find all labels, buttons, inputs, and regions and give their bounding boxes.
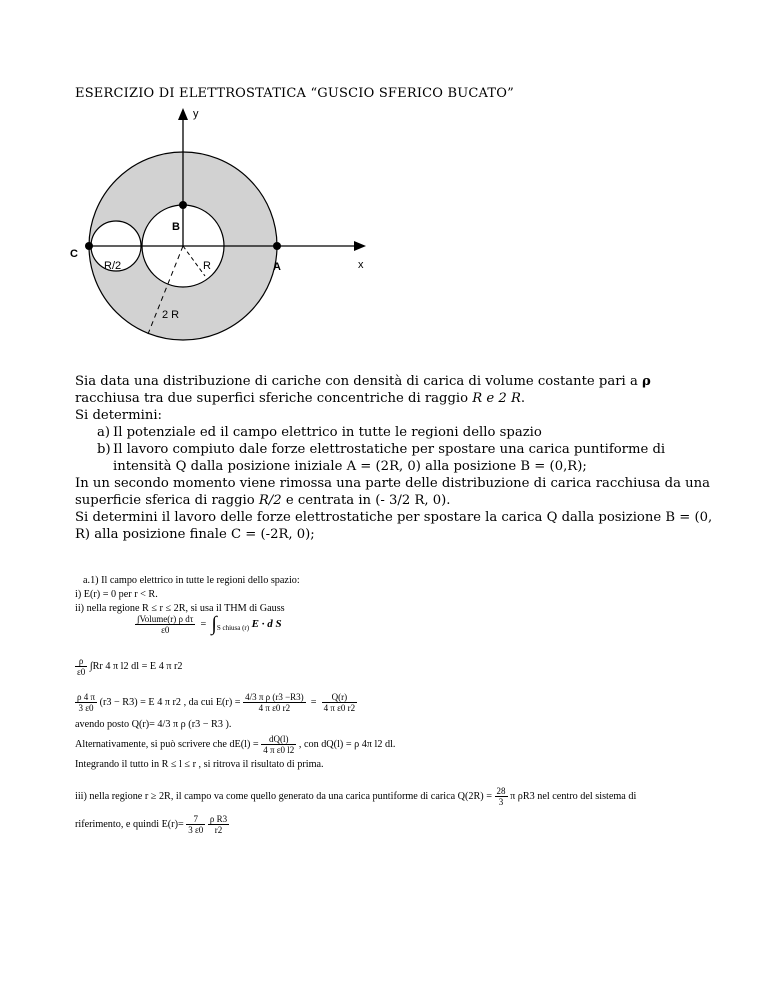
equation-1: $\frac{\rho}{\varepsilon 0}$ ∫Rr 4 π l2 dl = E 4 π r2 — [77, 656, 183, 677]
question-list — [75, 424, 715, 475]
y-axis-arrow — [178, 108, 188, 120]
point-a-label: A — [273, 261, 281, 273]
solution-heading: a.1) Il campo elettrico in tutte le regioni dello spazio: — [83, 575, 300, 586]
integration-line: Integrando il tutto in R ≤ l ≤ r , si ritrova il risultato di prima. — [75, 759, 324, 770]
label-2r: 2 R — [162, 309, 180, 321]
label-r: R — [203, 260, 211, 272]
alternative-line: Alternativamente, si può scrivere che dE(l) = $\frac{dQ(l)}{\text{4 π ε0 l2}}$ , con dQ(l) = ρ 4π l2 dl. — [75, 734, 396, 755]
page-title: ESERCIZIO DI ELETTROSTATICA “GUSCIO SFERICO BUCATO” — [75, 86, 515, 101]
x-axis-label: x — [358, 259, 364, 271]
question-a: a) Il potenziale ed il campo elettrico in tutte le regioni dello spazio — [97, 425, 542, 440]
y-axis-label: y — [193, 108, 199, 120]
point-c-label: C — [70, 248, 78, 260]
gauss-equation: $\frac{\text{∫Volume(r) ρ dτ}}{\varepsilon 0}$ = $\int_{S chiusa (r)}$ E · d S — [137, 613, 282, 635]
intro-line-2: Si determini: — [75, 408, 162, 423]
case-3: iii) nella regione r ≥ 2R, il campo va come quello generato da una carica puntiforme di carica Q(2R) = $\frac{28}{3}$ π ρR3 nel centro del sistema di — [75, 786, 637, 807]
rho-symbol: ρ — [642, 374, 651, 389]
point-c-dot — [85, 242, 93, 250]
intro-line-3: In un secondo momento viene rimossa una parte delle distribuzione di carica racchiusa da una superficie sferica di raggio R/2 e centrata in (- 3/2 R, 0). — [75, 476, 711, 508]
point-a-dot — [273, 242, 281, 250]
question-b: b) Il lavoro compiuto dale forze elettrostatiche per spostare una carica puntiforme di intensità Q dalla posizione iniziale A = (2R, 0) alla posizione B = (0,R); — [97, 442, 666, 474]
reference-line: riferimento, e quindi E(r)= $\frac{7}{3 \varepsilon 0}$ $\frac{\text{ρ R3}}{r2}$ — [75, 814, 228, 835]
label-r-half: R/2 — [104, 260, 122, 272]
problem-statement — [75, 373, 715, 543]
case-1: i) E(r) = 0 per r < R. — [75, 589, 158, 600]
x-axis-arrow — [354, 241, 366, 251]
radii-values: R e 2 R — [472, 391, 521, 406]
intro-line-4: Si determini il lavoro delle forze elettrostatiche per spostare la carica Q dalla posizione B = (0, R) alla posizione finale C = (-2R, 0); — [75, 510, 713, 542]
avendo-line: avendo posto Q(r)= 4/3 π ρ (r3 − R3 ). — [75, 719, 232, 730]
point-b-dot — [179, 201, 187, 209]
case-2: ii) nella regione R ≤ r ≤ 2R, si usa il THM di Gauss — [75, 603, 285, 614]
shell-figure — [70, 108, 380, 348]
point-b-label: B — [172, 221, 180, 233]
equation-2: $\frac{\rho 4 \pi}{3 \varepsilon 0}$ (r3 − R3) = E 4 π r2 , da cui E(r) = $\frac{\text{4/3 π ρ (r3 −R3)}}{\text{4 π ε0 r2}}$ = $\frac{Q(r)}{\text{4 π ε0 r2}}$ — [77, 692, 356, 713]
intro-line-1: Sia data una distribuzione di cariche con densità di carica di volume costante pari a ρ racchiusa tra due superfici sferiche concentriche di raggio R e 2 R. — [75, 374, 651, 406]
